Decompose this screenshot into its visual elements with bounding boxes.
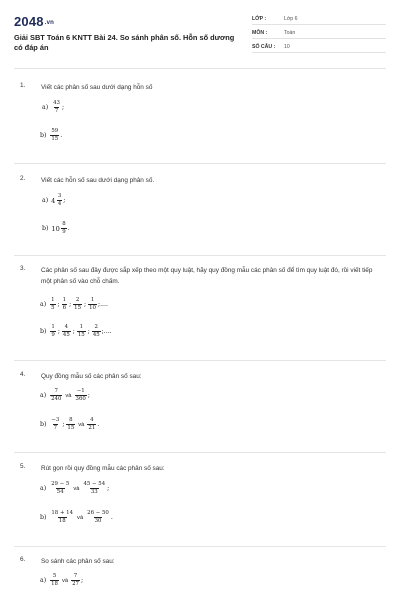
question-5-item-b: b) $\frac{18 + 14}{18}$ và $\frac{26 - 50}{30}$ . — [40, 510, 113, 524]
fraction: $\frac{59}{15}$ — [51, 128, 59, 142]
fraction: $\frac{18 + 14}{18}$ — [51, 510, 74, 524]
fraction: $\frac{7}{240}$ — [51, 388, 62, 402]
divider — [14, 546, 386, 547]
divider — [14, 255, 386, 256]
fraction: $\frac{3}{4}$ — [57, 193, 62, 207]
fraction: $\frac{7}{27}$ — [72, 573, 79, 587]
meta-subject: MÔN : Toán — [252, 28, 386, 39]
question-number: 6. — [20, 556, 26, 563]
fraction: $\frac{45 - 54}{33}$ — [83, 481, 106, 495]
question-3-item-b: b) $\frac{1}{9}$ ; $\frac{4}{45}$ ; $\frac{1}{15}$ ; $\frac{2}{45}$ ;.... — [40, 324, 112, 338]
question-1-item-a: a) $\frac{43}{7}$ ; — [42, 100, 65, 114]
fraction: $\frac{2}{15}$ — [74, 297, 82, 311]
question-number: 3. — [20, 265, 26, 272]
fraction: $\frac{1}{5}$ — [51, 297, 55, 311]
question-number: 2. — [20, 175, 26, 182]
question-text: Các phân số sau đây được sắp xếp theo một quy luật, hãy quy đồng mẫu các phân số để tìm quy luật đó, rồi viết tiếp một phân số vào chỗ chấm. — [41, 267, 373, 285]
divider — [14, 163, 386, 164]
question-number: 4. — [20, 371, 26, 378]
fraction: $\frac{1}{10}$ — [89, 297, 96, 311]
site-logo[interactable]: 2048.vn — [14, 14, 55, 29]
fraction: $\frac{2}{45}$ — [92, 324, 100, 338]
fraction: $\frac{43}{7}$ — [53, 100, 60, 114]
question-number: 1. — [20, 82, 26, 89]
divider — [14, 68, 386, 69]
question-6-item-a: a) $\frac{5}{18}$ và $\frac{7}{27}$ ; — [40, 573, 84, 587]
fraction: $\frac{1}{9}$ — [51, 324, 55, 338]
meta-question-count: SỐ CÂU : 10 — [252, 42, 386, 53]
document-header — [0, 0, 400, 58]
question-text: Quy đồng mẫu số các phân số sau: — [41, 373, 142, 380]
fraction: $\frac{-1}{360}$ — [75, 388, 86, 402]
divider — [14, 452, 386, 453]
fraction: $\frac{1}{6}$ — [62, 297, 67, 311]
question-5-item-a: a) $\frac{29 - 5}{54}$ và $\frac{45 - 54}{33}$ ; — [40, 481, 110, 495]
question-text: Viết các hỗn số sau dưới dạng phân số. — [41, 177, 155, 184]
fraction: $\frac{26 - 50}{30}$ — [87, 510, 109, 524]
question-text: Viết các phân số sau dưới dạng hỗn số — [41, 84, 153, 91]
question-4-item-a: a) $\frac{7}{240}$ và $\frac{-1}{360}$ ; — [40, 388, 90, 402]
meta-class: LỚP : Lớp 6 — [252, 14, 386, 25]
fraction: $\frac{29 - 5}{54}$ — [51, 481, 70, 495]
fraction: $\frac{4}{45}$ — [62, 324, 70, 338]
fraction: $\frac{1}{15}$ — [77, 324, 85, 338]
fraction: $\frac{-3}{7}$ — [51, 417, 60, 431]
document-title: Giải SBT Toán 6 KNTT Bài 24. So sánh phân số. Hỗn số dương có đáp án — [14, 33, 235, 52]
question-number: 5. — [20, 463, 26, 470]
question-2-item-b: b) 10 $\frac{8}{9}$ . — [42, 221, 70, 235]
question-text: Rút gọn rồi quy đồng mẫu các phân số sau: — [41, 465, 165, 472]
fraction: $\frac{5}{18}$ — [51, 573, 58, 587]
divider — [14, 360, 386, 361]
fraction: $\frac{4}{21}$ — [88, 417, 96, 431]
question-3-item-a: a) $\frac{1}{5}$ ; $\frac{1}{6}$ ; $\frac{2}{15}$ ; $\frac{1}{10}$ ;.... — [40, 297, 108, 311]
fraction: $\frac{8}{9}$ — [62, 221, 66, 235]
question-4-item-b: b) $\frac{-3}{7}$ ; $\frac{8}{15}$ và $\frac{4}{21}$ . — [40, 417, 100, 431]
question-2-item-a: a) 4 $\frac{3}{4}$ ; — [42, 193, 66, 207]
fraction: $\frac{8}{15}$ — [67, 417, 75, 431]
question-text: So sánh các phân số sau: — [41, 558, 115, 565]
question-1-item-b: b) $\frac{59}{15}$ . — [40, 128, 63, 142]
